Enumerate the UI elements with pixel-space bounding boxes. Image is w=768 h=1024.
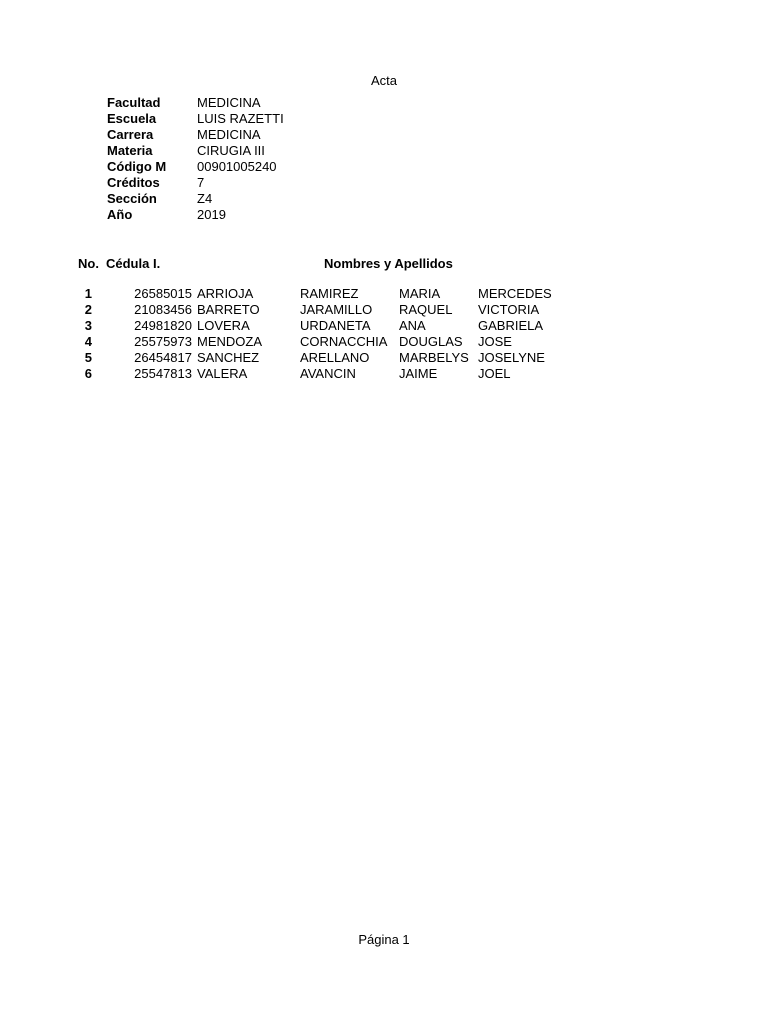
course-info: [107, 95, 284, 223]
row-apellido1: MENDOZA: [197, 334, 262, 349]
meta-label: Sección: [107, 191, 157, 206]
row-cedula: 25547813: [134, 366, 192, 381]
header-nombres: Nombres y Apellidos: [324, 256, 453, 271]
row-apellido2: ARELLANO: [300, 350, 370, 365]
row-nombre1: MARBELYS: [399, 350, 469, 365]
meta-row-codigo: [107, 159, 284, 175]
row-nombre2: JOSELYNE: [478, 350, 545, 365]
table-row: [0, 350, 768, 366]
row-cedula: 21083456: [134, 302, 192, 317]
row-apellido2: AVANCIN: [300, 366, 356, 381]
row-number: 5: [84, 350, 92, 365]
meta-label: Año: [107, 207, 133, 222]
row-nombre2: JOSE: [478, 334, 512, 349]
table-row: [0, 334, 768, 350]
meta-value: Z4: [197, 191, 213, 206]
table-row: [0, 318, 768, 334]
row-nombre1: ANA: [399, 318, 426, 333]
row-apellido1: LOVERA: [197, 318, 250, 333]
row-nombre2: MERCEDES: [478, 286, 552, 301]
row-nombre2: JOEL: [478, 366, 511, 381]
header-cedula: Cédula I.: [106, 256, 161, 271]
row-number: 2: [84, 302, 92, 317]
row-number: 3: [84, 318, 92, 333]
meta-value: 00901005240: [197, 159, 277, 174]
row-apellido1: ARRIOJA: [197, 286, 254, 301]
page-footer: Página 1: [358, 932, 410, 947]
row-apellido2: CORNACCHIA: [300, 334, 388, 349]
row-number: 6: [84, 366, 92, 381]
meta-row-ano: [107, 207, 284, 223]
meta-value: CIRUGIA III: [197, 143, 265, 158]
student-list: [0, 286, 768, 382]
row-apellido2: RAMIREZ: [300, 286, 359, 301]
row-cedula: 24981820: [134, 318, 192, 333]
meta-row-materia: [107, 143, 284, 159]
meta-label: Escuela: [107, 111, 157, 126]
row-cedula: 25575973: [134, 334, 192, 349]
row-nombre1: DOUGLAS: [399, 334, 463, 349]
meta-value: 2019: [197, 207, 226, 222]
table-row: [0, 302, 768, 318]
meta-row-facultad: [107, 95, 284, 111]
table-row: [0, 286, 768, 302]
row-apellido2: JARAMILLO: [300, 302, 373, 317]
meta-label: Código M: [107, 159, 167, 174]
row-nombre2: GABRIELA: [478, 318, 544, 333]
row-apellido1: VALERA: [197, 366, 248, 381]
meta-row-escuela: [107, 111, 284, 127]
meta-row-carrera: [107, 127, 284, 143]
row-apellido1: SANCHEZ: [197, 350, 260, 365]
meta-value: MEDICINA: [197, 95, 261, 110]
table-header: [0, 256, 768, 272]
row-apellido2: URDANETA: [300, 318, 371, 333]
meta-row-creditos: [107, 175, 284, 191]
row-nombre2: VICTORIA: [478, 302, 540, 317]
row-nombre1: JAIME: [399, 366, 438, 381]
row-nombre1: MARIA: [399, 286, 441, 301]
meta-label: Materia: [107, 143, 153, 158]
meta-value: LUIS RAZETTI: [197, 111, 284, 126]
header-no: No.: [78, 256, 99, 271]
meta-value: MEDICINA: [197, 127, 261, 142]
row-apellido1: BARRETO: [197, 302, 260, 317]
meta-value: 7: [197, 175, 205, 190]
table-row: [0, 366, 768, 382]
meta-row-seccion: [107, 191, 284, 207]
row-cedula: 26585015: [134, 286, 192, 301]
row-number: 1: [84, 286, 92, 301]
row-cedula: 26454817: [134, 350, 192, 365]
row-number: 4: [84, 334, 92, 349]
document-title: Acta: [370, 73, 397, 88]
meta-label: Carrera: [107, 127, 154, 142]
meta-label: Créditos: [107, 175, 160, 190]
meta-label: Facultad: [107, 95, 161, 110]
row-nombre1: RAQUEL: [399, 302, 453, 317]
